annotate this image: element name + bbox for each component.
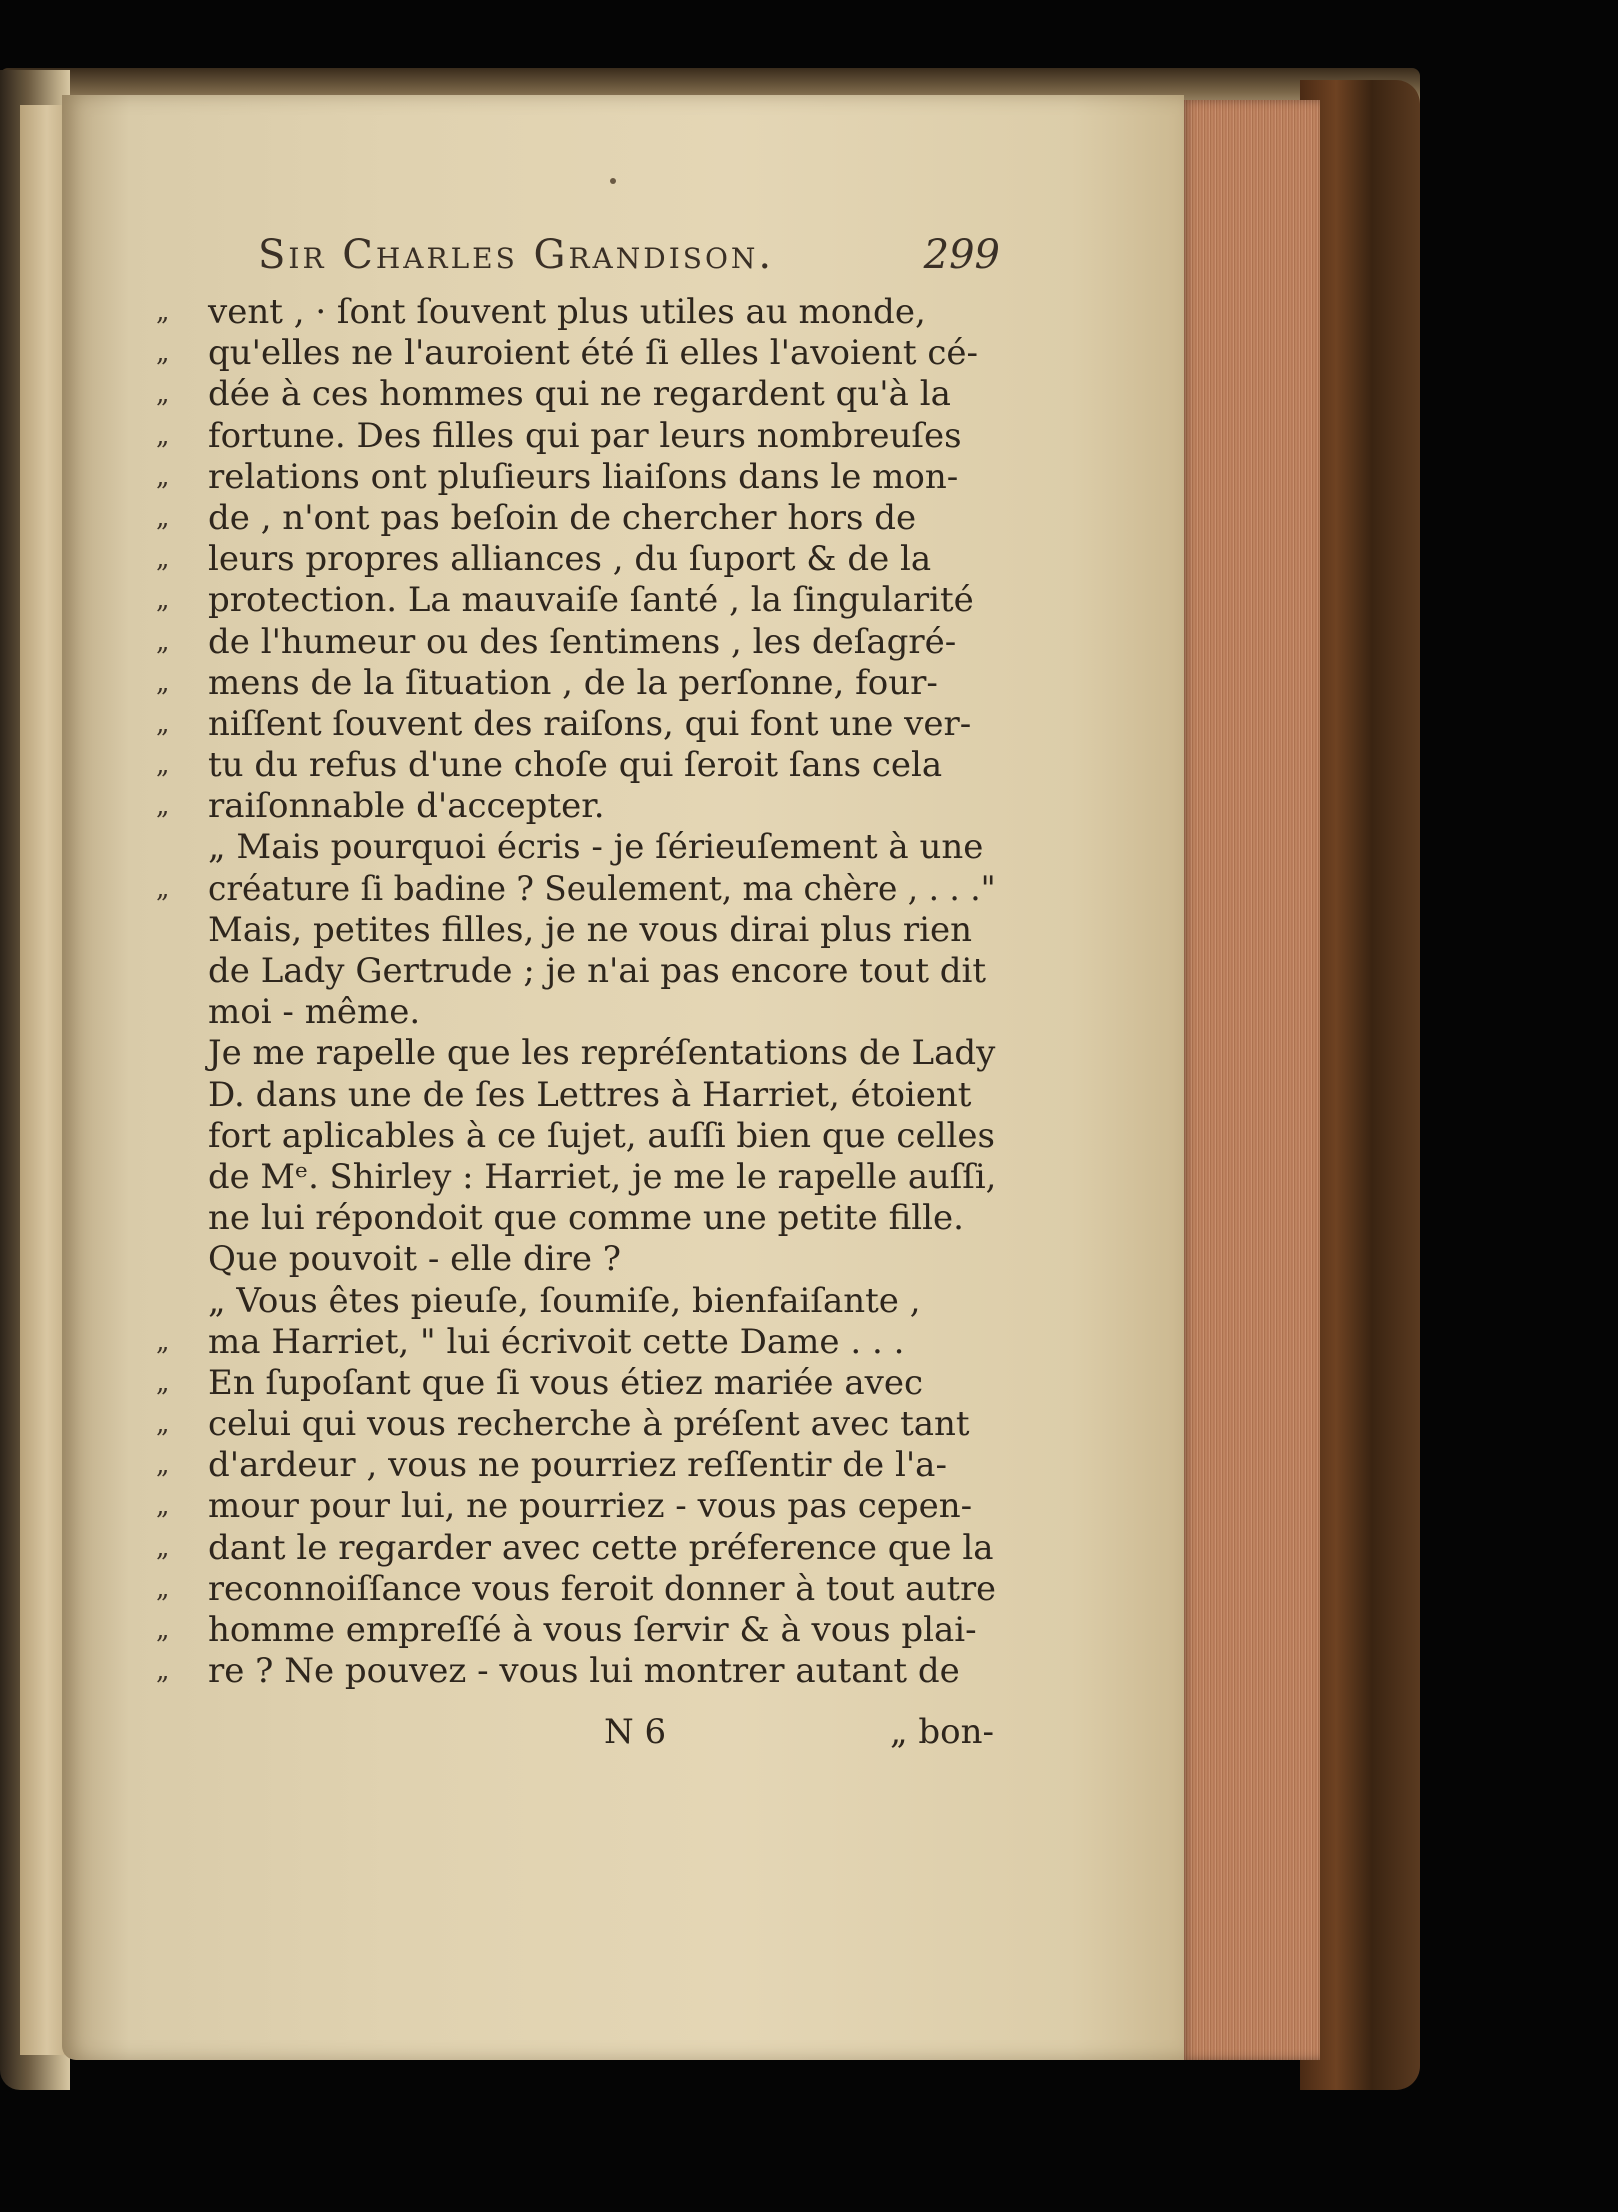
signature-mark: N 6 [604, 1712, 667, 1752]
text-line [156, 498, 996, 539]
line-text: celui qui vous recherche à préſent avec tant [208, 1404, 970, 1445]
text-line [156, 745, 996, 786]
text-line [156, 1116, 996, 1157]
quote-mark: „ [156, 1615, 170, 1645]
line-text: niſſent ſouvent des raiſons, qui font une ver- [208, 703, 972, 744]
text-line [156, 1445, 996, 1486]
text-line [156, 1239, 996, 1280]
page-number: 299 [923, 232, 1000, 278]
text-line [156, 333, 996, 374]
quote-mark: „ [156, 1409, 170, 1440]
quote-mark: „ [156, 544, 170, 575]
text-line [156, 539, 996, 580]
quote-mark: „ [156, 873, 170, 904]
text-line [156, 1198, 996, 1239]
line-text: moi - même. [208, 992, 421, 1033]
line-text: créature ſi badine ? Seulement, ma chère , . . ." [208, 868, 996, 909]
line-text: ma Harriet, " lui écrivoit cette Dame . . . [208, 1321, 905, 1362]
line-text: homme empreſſé à vous ſervir & à vous plai- [208, 1610, 977, 1650]
line-text: mour pour lui, ne pourriez - vous pas cepen- [208, 1486, 973, 1527]
text-line [156, 704, 996, 745]
text-line [156, 1322, 996, 1363]
left-page-edge [20, 105, 65, 2055]
quote-mark: „ [156, 1491, 170, 1522]
text-line [156, 292, 996, 333]
text-line [156, 1157, 996, 1198]
text-line [156, 827, 996, 868]
text-line [156, 622, 996, 663]
text-line [156, 951, 996, 992]
quote-mark: „ [156, 1656, 170, 1687]
line-text: Que pouvoit - elle dire ? [208, 1239, 621, 1280]
quote-mark: „ [156, 338, 170, 369]
text-line [156, 580, 996, 621]
line-text: vent , · ſont ſouvent plus utiles au monde, [208, 292, 926, 332]
quote-mark: „ [156, 585, 170, 616]
text-line [156, 663, 996, 704]
line-text: ne lui répondoit que comme une petite fille. [208, 1198, 964, 1239]
line-text: „ Mais pourquoi écris - je ſérieuſement à une [208, 827, 984, 868]
quote-mark: „ [156, 420, 170, 451]
text-line [156, 1033, 996, 1074]
page-edges-stack [1180, 100, 1320, 2060]
page-footer [156, 1712, 996, 1756]
quote-mark: „ [156, 1367, 170, 1398]
line-text: reconnoiſſance vous feroit donner à tout autre [208, 1568, 996, 1609]
quote-mark: „ [156, 1532, 170, 1563]
line-text: Mais, petites filles, je ne vous dirai plus rien [208, 909, 973, 950]
text-line [156, 786, 996, 827]
line-text: de Mᵉ. Shirley : Harriet, je me le rapelle auſſi, [208, 1156, 997, 1197]
page-header [258, 232, 1000, 280]
line-text: de , n'ont pas beſoin de chercher hors de [208, 497, 917, 538]
line-text: mens de la ſituation , de la perſonne, four- [208, 662, 938, 703]
catchword: „ bon- [889, 1712, 994, 1752]
line-text: D. dans une de ſes Lettres à Harriet, étoient [208, 1074, 972, 1115]
quote-mark: „ [156, 297, 170, 327]
line-text: protection. La mauvaiſe ſanté , la ſingularité [208, 580, 974, 621]
text-line [156, 869, 996, 910]
text-line [156, 1610, 996, 1651]
text-line [156, 416, 996, 457]
line-text: Je me rapelle que les repréſentations de Lady [208, 1033, 996, 1074]
quote-mark: „ [156, 1573, 170, 1604]
quote-mark: „ [156, 791, 170, 822]
quote-mark: „ [156, 502, 170, 533]
text-line [156, 1569, 996, 1610]
text-line [156, 457, 996, 498]
quote-mark: „ [156, 461, 170, 492]
line-text: „ Vous êtes pieuſe, ſoumiſe, bienfaiſante , [208, 1280, 921, 1321]
quote-mark: „ [156, 1450, 170, 1481]
text-line [156, 1486, 996, 1527]
quote-mark: „ [156, 626, 170, 657]
line-text: fort aplicables à ce ſujet, auſſi bien que celles [208, 1115, 995, 1156]
text-line [156, 1281, 996, 1322]
line-text: leurs propres alliances , du ſuport & de la [208, 539, 932, 580]
line-text: qu'elles ne l'auroient été ſi elles l'avoient cé- [208, 333, 978, 374]
running-title: Sir Charles Grandison. [258, 232, 775, 278]
quote-mark: „ [156, 750, 170, 781]
quote-mark: „ [156, 708, 170, 739]
text-line [156, 1075, 996, 1116]
line-text: de l'humeur ou des ſentimens , les deſagré- [208, 621, 957, 662]
line-text: relations ont pluſieurs liaiſons dans le mon- [208, 456, 959, 497]
text-line [156, 992, 996, 1033]
quote-mark: „ [156, 667, 170, 698]
line-text: re ? Ne pouvez - vous lui montrer autant de [208, 1651, 960, 1692]
text-line [156, 910, 996, 951]
line-text: tu du refus d'une choſe qui ſeroit ſans cela [208, 745, 943, 786]
line-text: de Lady Gertrude ; je n'ai pas encore tout dit [208, 951, 987, 991]
line-text: fortune. Des filles qui par leurs nombreuſes [208, 415, 962, 456]
quote-mark: „ [156, 379, 170, 410]
text-line [156, 1651, 996, 1692]
line-text: En ſupoſant que ſi vous étiez mariée avec [208, 1362, 923, 1403]
line-text: raiſonnable d'accepter. [208, 786, 605, 827]
text-line [156, 1404, 996, 1445]
line-text: dant le regarder avec cette préference que la [208, 1527, 994, 1568]
text-line [156, 374, 996, 415]
text-line [156, 1363, 996, 1404]
quote-mark: „ [156, 1326, 170, 1357]
body-text [156, 292, 996, 1692]
text-line [156, 1528, 996, 1569]
ink-dot [610, 178, 616, 184]
line-text: d'ardeur , vous ne pourriez reſſentir de l'a- [208, 1445, 947, 1486]
line-text: dée à ces hommes qui ne regardent qu'à la [208, 374, 951, 415]
